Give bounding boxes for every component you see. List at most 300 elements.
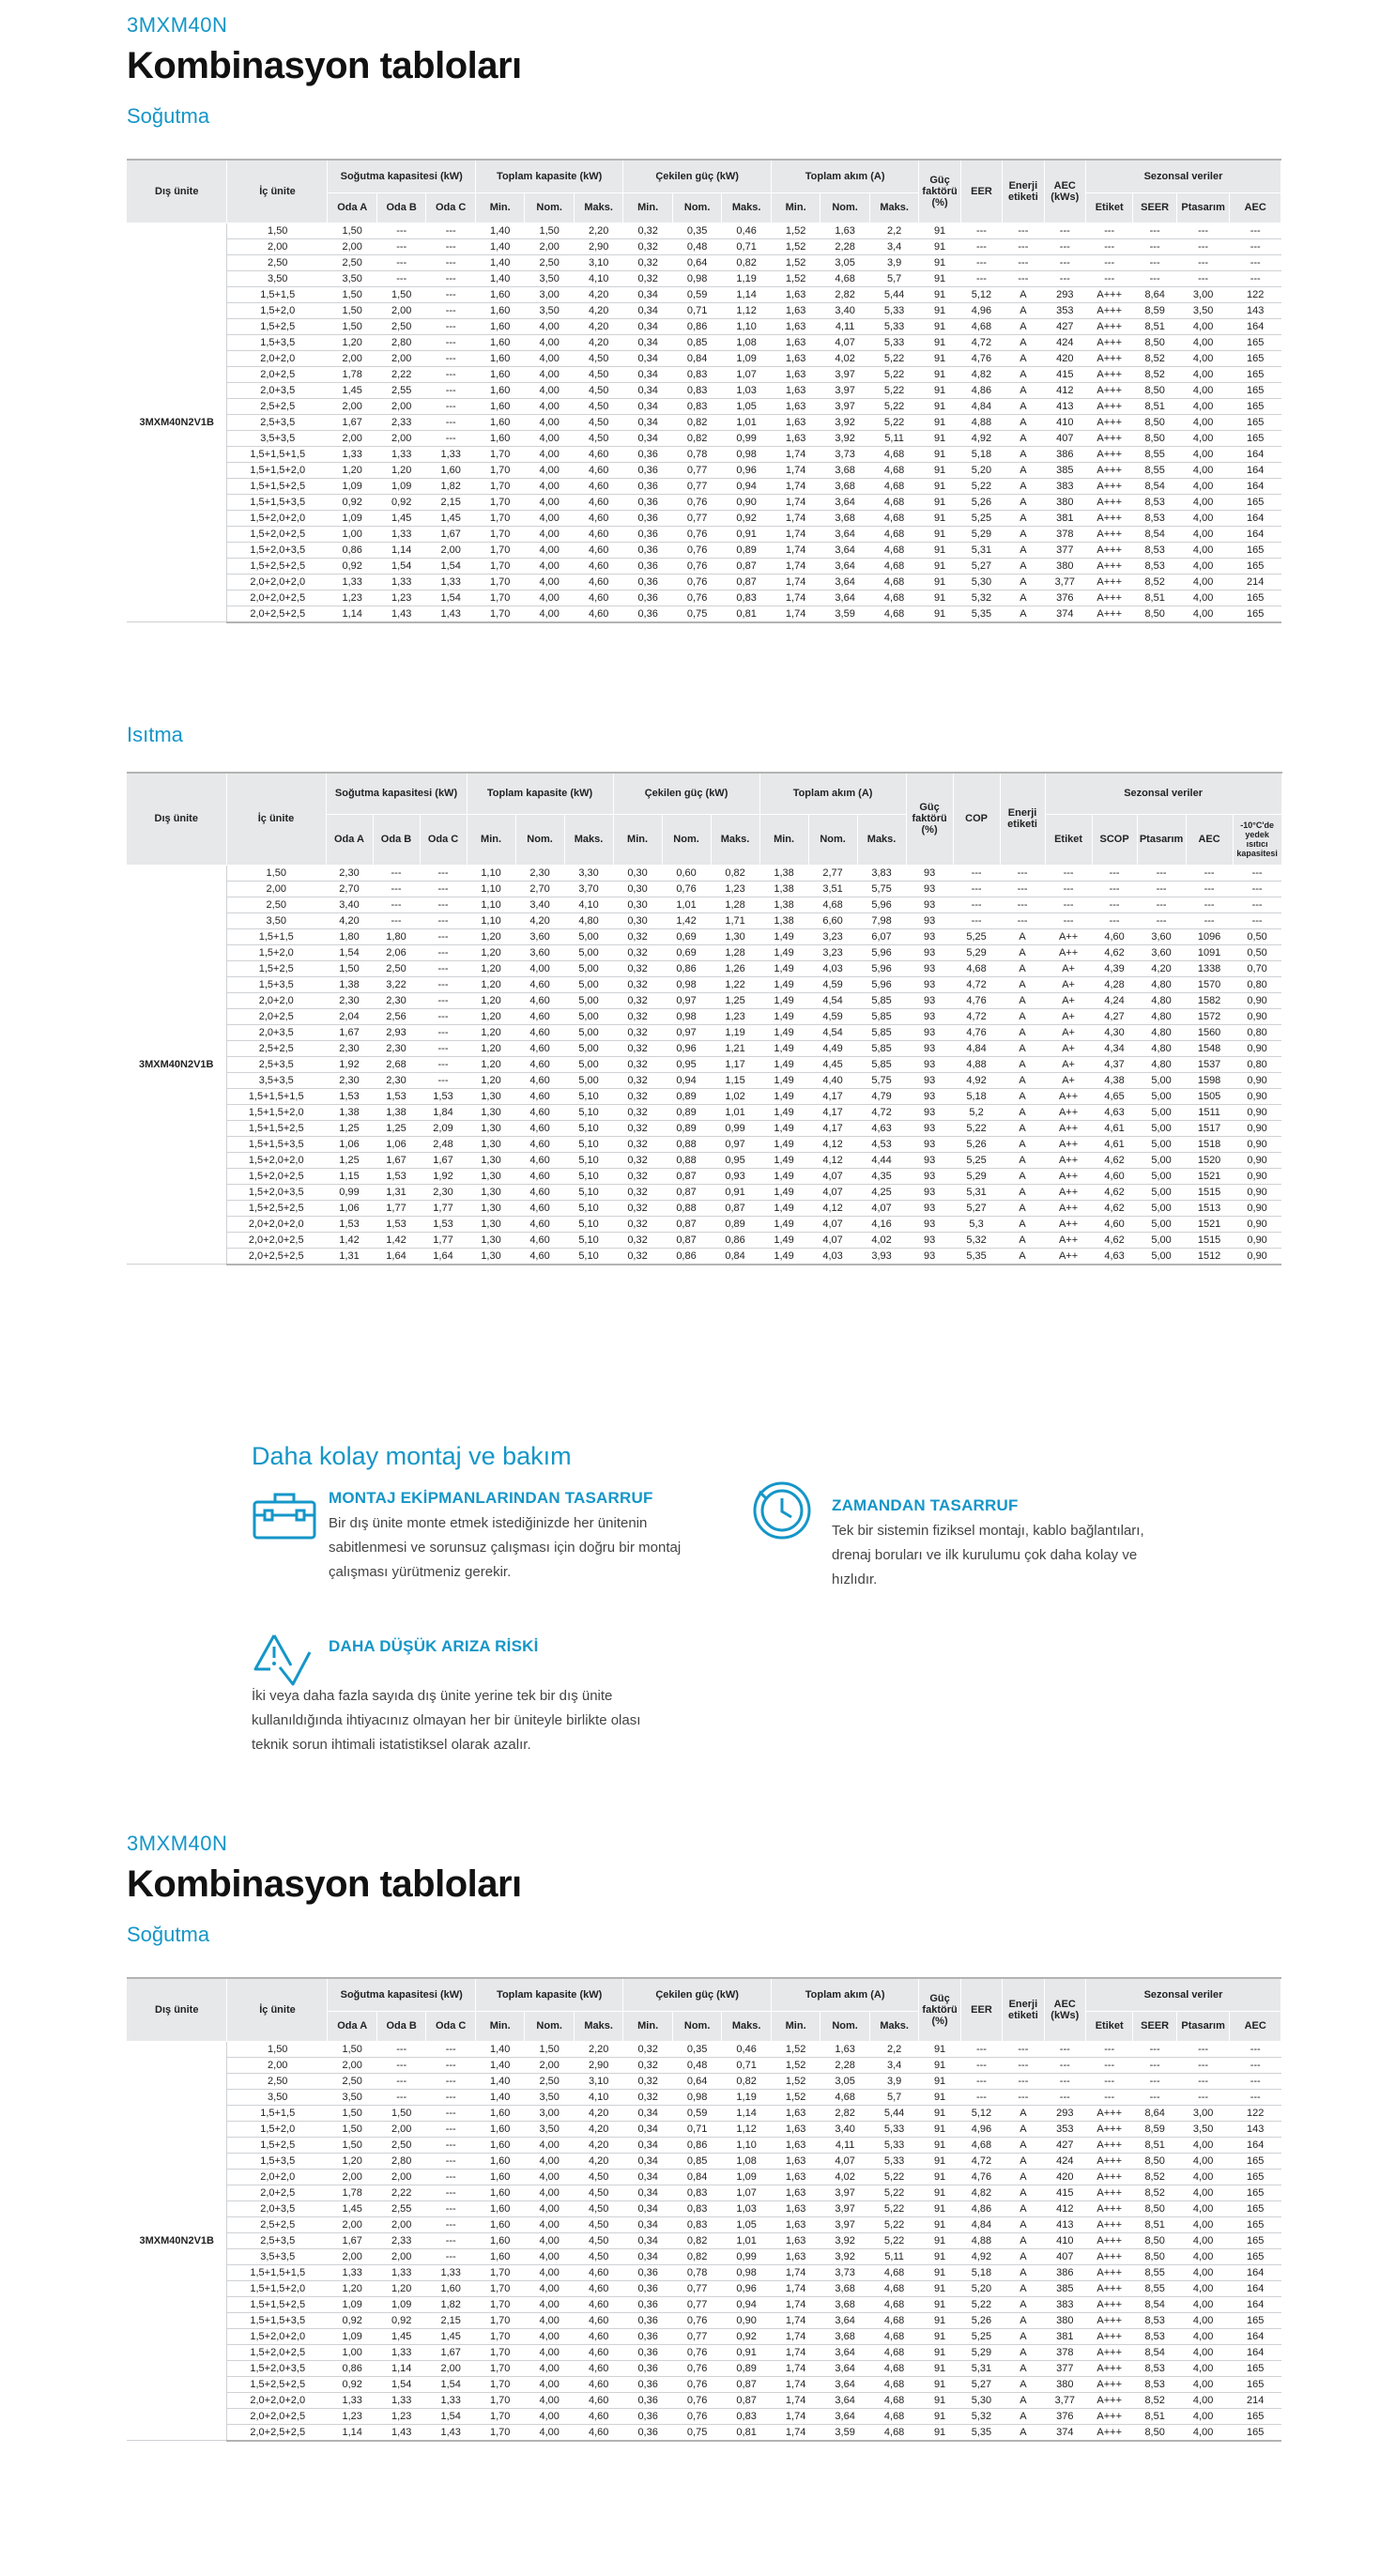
table-cell: 4,20 <box>574 2121 622 2137</box>
table-cell: 3,64 <box>820 494 869 510</box>
table-cell: 165 <box>1230 2248 1281 2264</box>
table-cell: 1,78 <box>328 366 376 382</box>
table-cell: 0,36 <box>623 526 672 542</box>
table-cell: 91 <box>919 2344 960 2360</box>
col-pdesign: Ptasarım <box>1176 2011 1230 2041</box>
table-cell: A+++ <box>1085 2280 1132 2296</box>
table-cell: A+++ <box>1085 494 1132 510</box>
table-cell: 0,92 <box>328 494 376 510</box>
indoor-combination-cell: 1,5+1,5 <box>226 928 326 944</box>
indoor-combination-cell: 1,5+1,5+3,5 <box>226 1136 326 1152</box>
table-cell: 1,77 <box>373 1200 420 1216</box>
table-cell: 0,92 <box>376 2312 425 2328</box>
capacity-group-header: Soğutma kapasitesi (kW) <box>328 160 475 192</box>
table-cell: 4,84 <box>953 1040 1000 1056</box>
indoor-combination-cell: 2,0+2,0 <box>227 350 328 366</box>
col-nom: Nom. <box>662 814 711 865</box>
table-cell: 1,33 <box>328 2264 376 2280</box>
table-cell: 386 <box>1044 2264 1085 2280</box>
table-cell: 3,4 <box>869 2057 919 2073</box>
indoor-combination-cell: 1,5+1,5+3,5 <box>227 2312 328 2328</box>
table-cell: 93 <box>906 1136 953 1152</box>
table-cell: 0,32 <box>623 2041 672 2057</box>
col-min: Min. <box>475 2011 524 2041</box>
table-cell: 91 <box>919 526 960 542</box>
table-cell: 5,44 <box>869 286 919 302</box>
table-cell: 0,97 <box>662 1024 711 1040</box>
table-cell: 4,00 <box>525 2328 574 2344</box>
table-cell: 3,60 <box>1137 944 1186 960</box>
col-maks: Maks. <box>869 2011 919 2041</box>
table-row <box>127 446 1281 462</box>
table-cell: 165 <box>1230 494 1281 510</box>
table-row <box>127 2232 1281 2248</box>
table-cell: 0,91 <box>722 526 772 542</box>
table-cell: 0,90 <box>1233 1104 1281 1120</box>
table-cell: 4,88 <box>960 2232 1002 2248</box>
table-cell: 1,64 <box>373 1248 420 1265</box>
table-cell: 0,98 <box>662 976 711 992</box>
table-cell: 5,26 <box>960 2312 1002 2328</box>
table-cell: 0,99 <box>722 430 772 446</box>
table-cell: 4,68 <box>869 2424 919 2441</box>
col-maks: Maks. <box>574 2011 622 2041</box>
table-cell: 4,00 <box>525 2248 574 2264</box>
table-cell: 5,22 <box>960 478 1002 494</box>
table-cell: --- <box>1045 881 1092 897</box>
table-cell: 3,97 <box>820 398 869 414</box>
table-cell: A <box>1000 1200 1045 1216</box>
table-cell: 1,74 <box>771 574 820 590</box>
table-cell: --- <box>1230 2073 1281 2089</box>
bottom-section-heading <box>127 1832 1281 1947</box>
table-cell: 427 <box>1044 318 1085 334</box>
table-cell: 1,45 <box>376 510 425 526</box>
table-cell: A+++ <box>1085 334 1132 350</box>
indoor-combination-cell: 2,0+2,0+2,5 <box>226 1232 326 1248</box>
table-cell: 4,00 <box>1176 2137 1230 2153</box>
table-cell: 1537 <box>1186 1056 1233 1072</box>
table-cell: 4,76 <box>960 2169 1002 2185</box>
table-cell: A++ <box>1045 1088 1092 1104</box>
indoor-combination-cell: 2,0+2,0 <box>227 2169 328 2185</box>
table-cell: 4,50 <box>574 2200 622 2216</box>
table-cell: 8,52 <box>1133 366 1176 382</box>
table-cell: 5,22 <box>869 2169 919 2185</box>
table-cell: 0,36 <box>623 2296 672 2312</box>
indoor-combination-cell: 2,50 <box>227 254 328 270</box>
table-cell: 1,52 <box>771 2073 820 2089</box>
table-cell: 93 <box>906 992 953 1008</box>
indoor-combination-cell: 1,5+3,5 <box>227 334 328 350</box>
table-cell: 0,32 <box>613 960 662 976</box>
table-row <box>127 1040 1281 1056</box>
table-row <box>127 960 1281 976</box>
table-cell: 93 <box>906 1104 953 1120</box>
table-cell: 0,90 <box>1233 1072 1281 1088</box>
table-cell: 1,52 <box>771 238 820 254</box>
table-cell: 1,23 <box>328 2408 376 2424</box>
table-cell: A+++ <box>1085 2137 1132 2153</box>
table-cell: 4,00 <box>1176 590 1230 606</box>
table-row <box>127 238 1281 254</box>
table-cell: 0,83 <box>672 382 721 398</box>
table-cell: 4,60 <box>1092 928 1137 944</box>
table-cell: 4,60 <box>515 1216 564 1232</box>
table-cell: 2,77 <box>808 865 857 881</box>
heating-combination-table <box>127 772 1282 1265</box>
table-cell: 5,25 <box>960 510 1002 526</box>
table-cell: 2,00 <box>376 2248 425 2264</box>
table-cell: 3,68 <box>820 462 869 478</box>
table-cell: 1515 <box>1186 1232 1233 1248</box>
table-cell: 1,60 <box>475 2121 524 2137</box>
table-cell: 1,23 <box>376 590 425 606</box>
table-cell: 4,00 <box>1176 478 1230 494</box>
table-cell: 1512 <box>1186 1248 1233 1265</box>
table-cell: 1,10 <box>467 897 515 912</box>
table-cell: 0,34 <box>623 366 672 382</box>
table-cell: 1,25 <box>711 992 759 1008</box>
table-cell: 0,82 <box>711 865 759 881</box>
table-cell: 1,74 <box>771 526 820 542</box>
table-cell: 4,11 <box>820 318 869 334</box>
table-cell: 0,32 <box>613 992 662 1008</box>
table-cell: 5,00 <box>1137 1248 1186 1265</box>
table-cell: 1,02 <box>711 1088 759 1104</box>
table-cell: 0,91 <box>722 2344 772 2360</box>
table-cell: 1,43 <box>376 606 425 622</box>
col-nom: Nom. <box>672 192 721 222</box>
table-cell: 0,69 <box>662 944 711 960</box>
table-cell: 4,50 <box>574 2216 622 2232</box>
table-cell: 1,14 <box>328 2424 376 2441</box>
indoor-combination-cell: 2,0+2,0 <box>226 992 326 1008</box>
table-cell: 0,82 <box>672 2248 721 2264</box>
table-cell: --- <box>426 238 476 254</box>
table-cell: 1511 <box>1186 1104 1233 1120</box>
table-cell: 4,49 <box>808 1040 857 1056</box>
table-cell: A+++ <box>1085 2200 1132 2216</box>
table-cell: 165 <box>1230 2376 1281 2392</box>
table-cell: 8,52 <box>1133 2392 1176 2408</box>
table-cell: 4,60 <box>574 462 622 478</box>
table-cell: 0,76 <box>672 2360 721 2376</box>
table-cell: A++ <box>1045 928 1092 944</box>
table-cell: 1,38 <box>759 912 808 928</box>
table-cell: 1,07 <box>722 2185 772 2200</box>
table-cell: 93 <box>906 928 953 944</box>
table-cell: 93 <box>906 1024 953 1040</box>
table-cell: 91 <box>919 606 960 622</box>
indoor-combination-cell: 2,0+2,5+2,5 <box>226 1248 326 1265</box>
table-cell: 2,09 <box>420 1120 467 1136</box>
table-cell: 1091 <box>1186 944 1233 960</box>
table-cell: 93 <box>906 944 953 960</box>
table-cell: 2,00 <box>328 398 376 414</box>
table-cell: 4,00 <box>525 2280 574 2296</box>
table-cell: 8,54 <box>1133 526 1176 542</box>
table-cell: 93 <box>906 912 953 928</box>
indoor-combination-cell: 1,50 <box>227 2041 328 2057</box>
table-cell: A+ <box>1045 1008 1092 1024</box>
indoor-combination-cell: 1,5+1,5 <box>227 2105 328 2121</box>
table-cell: --- <box>426 2073 476 2089</box>
table-cell: 0,69 <box>662 928 711 944</box>
table-cell: 1,49 <box>759 1168 808 1184</box>
table-row <box>127 2312 1281 2328</box>
table-cell: 1,63 <box>771 382 820 398</box>
table-cell: 4,68 <box>820 2089 869 2105</box>
table-cell: 0,76 <box>672 2376 721 2392</box>
col-oda-c: Oda C <box>426 2011 476 2041</box>
table-row <box>127 2185 1281 2200</box>
table-cell: --- <box>1092 897 1137 912</box>
table-cell: 4,80 <box>564 912 613 928</box>
table-cell: 4,60 <box>574 494 622 510</box>
table-cell: 1,52 <box>771 222 820 238</box>
table-cell: 4,00 <box>1176 558 1230 574</box>
table-cell: 8,53 <box>1133 510 1176 526</box>
table-cell: 4,82 <box>960 2185 1002 2200</box>
table-cell: 4,00 <box>1176 574 1230 590</box>
table-cell: 1,43 <box>426 2424 476 2441</box>
table-cell: 4,00 <box>1176 2200 1230 2216</box>
table-row <box>127 976 1281 992</box>
table-cell: 3,68 <box>820 2296 869 2312</box>
table-cell: 1,10 <box>722 318 772 334</box>
table-cell: 1,25 <box>326 1120 373 1136</box>
table-cell: 8,53 <box>1133 558 1176 574</box>
table-cell: 1,49 <box>759 1216 808 1232</box>
table-cell: 1,74 <box>771 606 820 622</box>
table-cell: 1,60 <box>475 2200 524 2216</box>
table-cell: --- <box>1133 254 1176 270</box>
table-cell: 1,23 <box>711 881 759 897</box>
table-cell: 4,00 <box>525 2200 574 2216</box>
table-cell: 1,74 <box>771 2344 820 2360</box>
energy-label-header: Enerji etiketi <box>1000 773 1045 865</box>
table-cell: 1,40 <box>475 2057 524 2073</box>
table-cell: 5,85 <box>857 1040 906 1056</box>
table-cell: 4,96 <box>960 2121 1002 2137</box>
table-cell: 4,20 <box>574 2105 622 2121</box>
table-row <box>127 398 1281 414</box>
table-row <box>127 478 1281 494</box>
table-cell: 0,86 <box>662 960 711 976</box>
table-cell: 1,60 <box>475 430 524 446</box>
table-cell: 0,86 <box>328 2360 376 2376</box>
indoor-combination-cell: 2,00 <box>227 238 328 254</box>
table-cell: 3,05 <box>820 254 869 270</box>
col-min: Min. <box>771 192 820 222</box>
table-cell: 4,07 <box>808 1232 857 1248</box>
table-cell: A <box>1003 2392 1044 2408</box>
table-cell: 5,10 <box>564 1104 613 1120</box>
table-cell: 0,92 <box>328 2312 376 2328</box>
table-cell: --- <box>1092 881 1137 897</box>
table-cell: 1,80 <box>326 928 373 944</box>
table-cell: 5,29 <box>953 1168 1000 1184</box>
table-cell: 0,76 <box>672 2344 721 2360</box>
table-cell: 91 <box>919 2041 960 2057</box>
table-cell: 353 <box>1044 302 1085 318</box>
table-cell: 91 <box>919 2360 960 2376</box>
table-cell: 4,60 <box>515 1040 564 1056</box>
table-cell: A <box>1003 2312 1044 2328</box>
table-cell: 376 <box>1044 590 1085 606</box>
table-cell: 3,51 <box>808 881 857 897</box>
table-cell: 4,02 <box>820 350 869 366</box>
table-cell: --- <box>426 366 476 382</box>
table-cell: 5,00 <box>1137 1152 1186 1168</box>
table-cell: 4,00 <box>1176 350 1230 366</box>
table-cell: 1,60 <box>475 366 524 382</box>
table-cell: 0,78 <box>672 446 721 462</box>
table-cell: 1,49 <box>759 1248 808 1265</box>
power-input-group-header: Çekilen güç (kW) <box>623 1978 771 2011</box>
table-cell: 5,00 <box>1137 1136 1186 1152</box>
table-cell: 1,50 <box>328 2041 376 2057</box>
table-cell: A <box>1003 414 1044 430</box>
table-row <box>127 318 1281 334</box>
table-cell: 0,32 <box>613 1088 662 1104</box>
table-cell: 5,85 <box>857 1024 906 1040</box>
table-cell: 91 <box>919 478 960 494</box>
table-cell: 2,06 <box>373 944 420 960</box>
table-cell: 4,60 <box>574 542 622 558</box>
col-min: Min. <box>623 192 672 222</box>
table-cell: 1,50 <box>525 222 574 238</box>
table-cell: 1,63 <box>771 286 820 302</box>
table-cell: 5,31 <box>953 1184 1000 1200</box>
table-cell: 1,70 <box>475 606 524 622</box>
indoor-combination-cell: 1,5+1,5+2,0 <box>227 462 328 478</box>
table-cell: 8,53 <box>1133 2360 1176 2376</box>
table-row <box>127 2344 1281 2360</box>
table-cell: 0,98 <box>662 1008 711 1024</box>
table-cell: 91 <box>919 2169 960 2185</box>
table-cell: 1,30 <box>711 928 759 944</box>
table-cell: 0,34 <box>623 2200 672 2216</box>
table-cell: 2,50 <box>373 960 420 976</box>
table-cell: 91 <box>919 542 960 558</box>
table-cell: 91 <box>919 494 960 510</box>
table-cell: 3,50 <box>1176 302 1230 318</box>
table-cell: 5,27 <box>960 2376 1002 2392</box>
table-cell: 5,00 <box>1137 1072 1186 1088</box>
col-label: Etiket <box>1085 192 1132 222</box>
table-cell: --- <box>1133 270 1176 286</box>
table-row <box>127 2057 1281 2073</box>
table-cell: 1,54 <box>376 558 425 574</box>
table-cell: 1,38 <box>759 881 808 897</box>
table-cell: A+ <box>1045 976 1092 992</box>
table-cell: 93 <box>906 1248 953 1265</box>
table-cell: 1,45 <box>426 2328 476 2344</box>
col-oda-a: Oda A <box>328 2011 376 2041</box>
table-cell: --- <box>1176 254 1230 270</box>
table-cell: 5,18 <box>953 1088 1000 1104</box>
table-cell: 407 <box>1044 430 1085 446</box>
table-cell: 1,63 <box>771 2248 820 2264</box>
table-cell: 5,32 <box>953 1232 1000 1248</box>
table-cell: 4,00 <box>1176 2216 1230 2232</box>
table-cell: 1,74 <box>771 462 820 478</box>
table-cell: 165 <box>1230 542 1281 558</box>
table-cell: 0,36 <box>623 558 672 574</box>
table-cell: 1,20 <box>467 944 515 960</box>
table-cell: --- <box>953 881 1000 897</box>
table-cell: 1,74 <box>771 558 820 574</box>
table-cell: 164 <box>1230 318 1281 334</box>
table-cell: 2,30 <box>373 992 420 1008</box>
table-cell: --- <box>420 1056 467 1072</box>
table-cell: 4,34 <box>1092 1040 1137 1056</box>
indoor-combination-cell: 1,5+2,0+2,0 <box>226 1152 326 1168</box>
table-cell: 0,32 <box>613 1248 662 1265</box>
table-row <box>127 881 1281 897</box>
table-row <box>127 1184 1281 1200</box>
table-cell: A+++ <box>1085 478 1132 494</box>
table-cell: 0,71 <box>722 2057 772 2073</box>
table-cell: --- <box>960 2057 1002 2073</box>
table-cell: 1,70 <box>475 462 524 478</box>
table-cell: 0,88 <box>662 1136 711 1152</box>
table-row <box>127 2280 1281 2296</box>
table-cell: 4,00 <box>1176 2232 1230 2248</box>
table-cell: 0,81 <box>722 606 772 622</box>
indoor-combination-cell: 1,5+2,0+2,5 <box>226 1168 326 1184</box>
table-cell: 2,30 <box>515 865 564 881</box>
table-cell: 0,90 <box>1233 1088 1281 1104</box>
table-cell: 1,70 <box>475 590 524 606</box>
table-cell: 5,35 <box>960 2424 1002 2441</box>
table-cell: A+++ <box>1085 2312 1132 2328</box>
table-row <box>127 1216 1281 1232</box>
table-cell: 1,63 <box>771 2216 820 2232</box>
table-cell: 0,96 <box>662 1040 711 1056</box>
table-cell: 1,42 <box>373 1232 420 1248</box>
table-cell: 3,64 <box>820 2312 869 2328</box>
table-cell: --- <box>1137 912 1186 928</box>
table-cell: 4,12 <box>808 1136 857 1152</box>
table-cell: 4,60 <box>515 1136 564 1152</box>
table-cell: 4,72 <box>953 1008 1000 1024</box>
table-cell: 2,00 <box>426 542 476 558</box>
table-cell: 1548 <box>1186 1040 1233 1056</box>
table-cell: 1,70 <box>475 2424 524 2441</box>
table-cell: 5,22 <box>960 2296 1002 2312</box>
table-cell: 91 <box>919 254 960 270</box>
table-cell: 4,60 <box>574 2408 622 2424</box>
table-cell: 0,89 <box>711 1216 759 1232</box>
col-pdesign: Ptasarım <box>1137 814 1186 865</box>
table-cell: 2,00 <box>328 430 376 446</box>
table-cell: 1,70 <box>475 2360 524 2376</box>
table-cell: 0,83 <box>672 2200 721 2216</box>
table-cell: 4,20 <box>574 334 622 350</box>
table-row <box>127 1200 1281 1216</box>
table-cell: A++ <box>1045 1248 1092 1265</box>
feature-heading: DAHA DÜŞÜK ARIZA RİSKİ <box>329 1637 539 1655</box>
table-cell: 1,78 <box>328 2185 376 2200</box>
table-cell: A <box>1003 382 1044 398</box>
table-cell: 1,52 <box>771 2089 820 2105</box>
table-cell: A+++ <box>1085 286 1132 302</box>
table-cell: 5,00 <box>1137 1216 1186 1232</box>
table-cell: 4,50 <box>574 350 622 366</box>
